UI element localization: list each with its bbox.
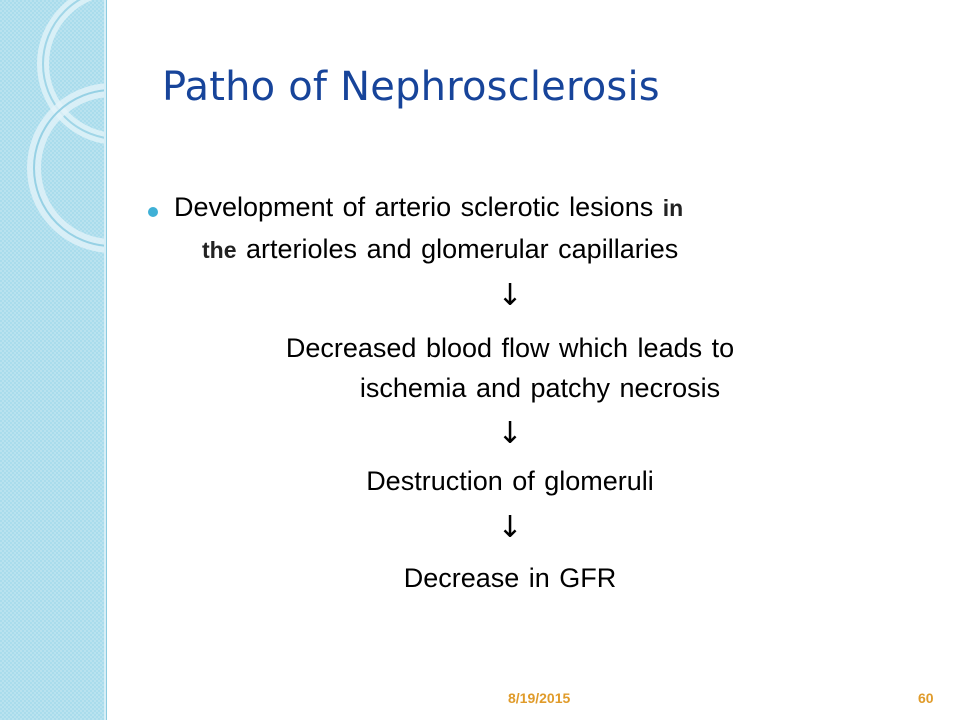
bullet-text-small: in — [662, 195, 684, 221]
step-decrease-in-gfr: Decrease in GFR — [403, 563, 617, 593]
down-arrow-icon: ↓ — [497, 278, 523, 313]
step-decreased-blood-flow-line-2 — [140, 373, 880, 404]
footer-date: 8/19/2015 — [508, 690, 571, 706]
down-arrow-icon: ↓ — [497, 510, 523, 545]
bullet-text-main: Development of arterio sclerotic lesions — [174, 192, 654, 222]
side-decor-panel — [0, 0, 104, 720]
footer-page-number: 60 — [918, 690, 934, 706]
ring-decoration — [0, 0, 104, 720]
bullet-text-line-2 — [202, 234, 678, 265]
step-text: ischemia and patchy necrosis — [359, 373, 721, 403]
step-decreased-blood-flow-line-1: Decreased blood flow which leads to — [285, 333, 735, 363]
bullet-dot — [148, 207, 158, 217]
bullet-text-small: the — [202, 237, 237, 263]
side-panel-edge-line — [106, 0, 107, 720]
bullet-text-line-1 — [174, 192, 683, 223]
bullet-text-main: arterioles and glomerular capillaries — [246, 234, 679, 264]
step-destruction-of-glomeruli: Destruction of glomeruli — [366, 466, 654, 496]
down-arrow-icon: ↓ — [497, 416, 523, 451]
slide-title: Patho of Nephrosclerosis — [162, 64, 660, 110]
